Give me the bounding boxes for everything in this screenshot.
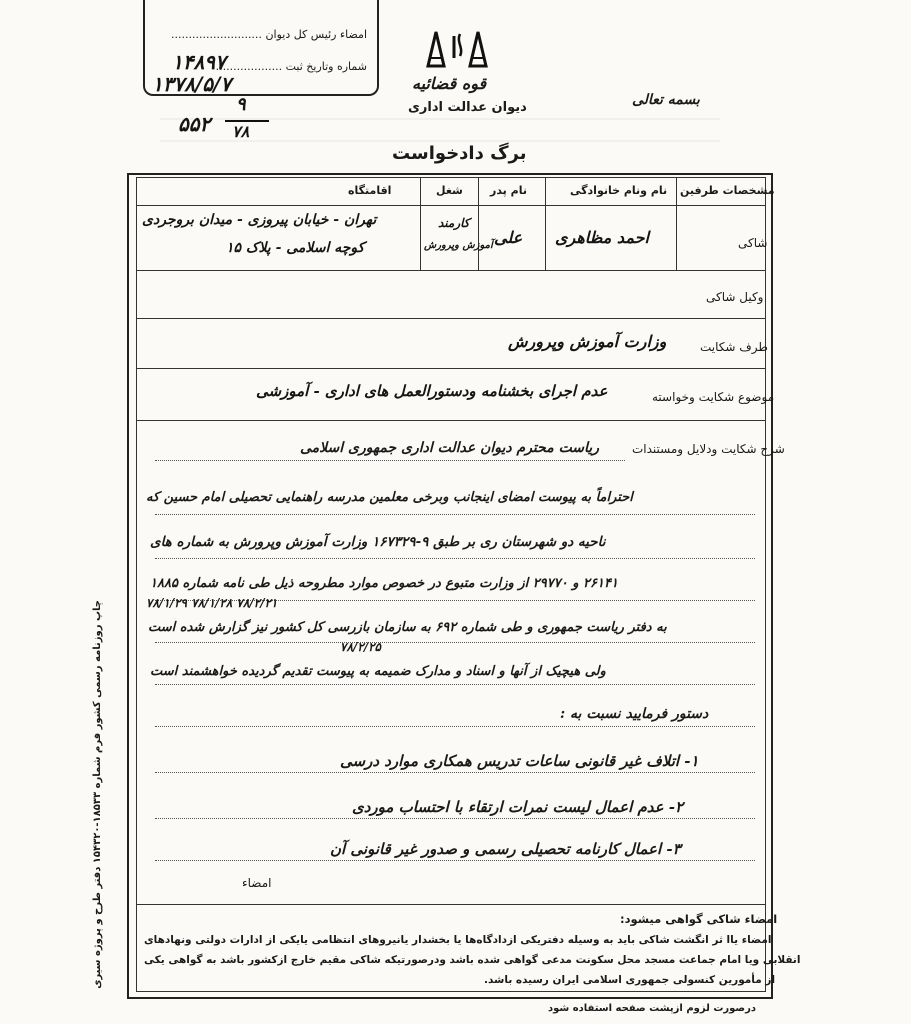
description-label: شرح شکایت ودلایل ومستندات: [632, 442, 785, 456]
complainant-name: احمد مظاهری: [555, 228, 649, 247]
emblem-text: قوه قضائیه: [412, 74, 487, 93]
body-line: ۲- عدم اعمال لیست نمرات ارتقاء با احتساب موردی: [352, 798, 684, 816]
signature-label: امضاء: [242, 876, 272, 890]
table-col-divider: [420, 177, 421, 270]
table-col-divider: [478, 177, 479, 270]
body-line: ۷۸/۲/۲۵: [340, 640, 381, 654]
body-line: ریاست محترم دیوان عدالت اداری جمهوری اسلامی: [300, 440, 599, 456]
col-header-occupation: شغل: [436, 184, 463, 197]
dotted-line: [155, 684, 755, 685]
address-line1: تهران - خیابان پیروزی - میدان بروجردی: [142, 212, 377, 228]
dotted-line: [155, 514, 755, 515]
registry-number-label: شماره وتاریخ ثبت: [285, 60, 367, 73]
footer-divider: [136, 904, 766, 905]
dotted-line: [155, 772, 755, 773]
registry-date-value: ۱۳۷۸/۵/۷: [152, 72, 232, 96]
witness-line: امضاء یاا ثر انگشت شاکی باید به وسیله دفتریکی ازدادگاه‌ها یا بخشدار یانیروهای انتظامی یایکی از ادارات دولتی ونهادهای: [144, 934, 772, 946]
side-print: چاپ روزنامه رسمی کشور فرم شماره ۱۸۵۳۳-۱۵۴۳۲۰ دفتر طرح و پروژه سیری: [92, 600, 103, 989]
form-title: برگ دادخواست: [392, 143, 527, 164]
occupation-line2: آموزش وپرورش: [424, 240, 493, 251]
complainant-label: شاکی: [738, 236, 768, 250]
court-name: دیوان عدالت اداری: [408, 100, 527, 115]
registry-number-value: ۱۴۸۹۷: [172, 50, 226, 74]
body-line: به دفتر ریاست جمهوری و طی شماره ۶۹۲ به سازمان بازرسی کل کشور نیز گزارش شده است: [148, 620, 667, 635]
father-name: علی: [494, 228, 523, 247]
table-row-divider: [136, 420, 766, 421]
col-header-address: اقامتگاه: [348, 184, 392, 197]
body-line: احتراماً به پیوست امضای اینجانب وبرخی معلمین مدرسه راهنمایی تحصیلی امام حسین که: [146, 490, 633, 505]
col-header-parties: مشخصات طرفین: [680, 184, 775, 197]
table-col-divider: [545, 177, 546, 270]
basmala: بسمه تعالی: [632, 92, 700, 108]
registry-signature-label: امضاء رئیس کل دیوان: [265, 28, 367, 41]
dotted-line: [155, 460, 625, 461]
col-header-name: نام ونام خانوادگی: [570, 184, 668, 197]
body-line: دستور فرمایید نسبت به :: [560, 706, 709, 722]
case-ref-top: ۹: [236, 94, 246, 115]
dotted-line: [155, 860, 755, 861]
registry-number-row: شماره وتاریخ ثبت ...................: [215, 60, 367, 73]
body-line: ناحیه دو شهرستان ری بر طبق ۹-۱۶۷۳۲۹ وزارت آموزش وپرورش به شماره های: [150, 534, 606, 550]
respondent-value: وزارت آموزش وپرورش: [508, 332, 667, 351]
dotted-line: [155, 726, 755, 727]
case-ref-prefix: ۵۵۲: [178, 112, 211, 136]
back-page-note: درصورت لزوم ازپشت صفحه استفاده شود: [548, 1003, 756, 1014]
address-line2: کوچه اسلامی - پلاک ۱۵: [226, 240, 365, 256]
registry-signature-row: امضاء رئیس کل دیوان ..........................: [171, 28, 367, 41]
body-line: ۷۸/۲/۲۱ ۷۸/۱/۲۸ ۷۸/۱/۲۹: [146, 596, 278, 610]
body-line: ۱- اتلاف غیر قانونی ساعات تدریس همکاری موارد درسی: [340, 752, 699, 770]
occupation-line1: کارمند: [438, 216, 470, 230]
scales-of-justice-icon: [422, 28, 492, 70]
table-col-divider: [676, 177, 677, 270]
witness-line: از مأمورین کنسولی جمهوری اسلامی ایران رسیده باشد.: [484, 974, 776, 986]
witness-title: امضاء شاکی گواهی میشود:: [620, 912, 778, 926]
body-line: ۲۶۱۴۱ و ۲۹۷۷۰ از وزارت متبوع در خصوص موارد مطروحه ذیل طی نامه شماره ۱۸۸۵: [150, 576, 618, 591]
table-row-divider: [136, 270, 766, 271]
dotted-line: [155, 642, 755, 643]
case-ref-bottom: ۷۸: [232, 122, 250, 141]
dotted-line: [155, 558, 755, 559]
dotted-line: [155, 818, 755, 819]
respondent-label: طرف شکایت: [700, 340, 768, 354]
table-row-divider: [136, 205, 766, 206]
subject-label: موضوع شکایت وخواسته: [652, 390, 775, 404]
table-row-divider: [136, 368, 766, 369]
witness-line: انقلابی ویا امام جماعت مسجد محل سکونت مدعی گواهی شده باشد ودرصورتیکه شاکی مقیم خارج ازکشور باشد به گواهی یکی: [144, 954, 801, 966]
subject-value: عدم اجرای بخشنامه ودستورالعمل های اداری - آموزشی: [256, 382, 608, 400]
lawyer-label: وکیل شاکی: [706, 290, 764, 304]
body-line: ۳- اعمال کارنامه تحصیلی رسمی و صدور غیر قانونی آن: [330, 840, 681, 858]
table-row-divider: [136, 318, 766, 319]
col-header-father: نام پدر: [490, 184, 527, 197]
body-line: ولی هیچیک از آنها و اسناد و مدارک ضمیمه به پیوست تقدیم گردیده خواهشمند است: [150, 664, 606, 679]
